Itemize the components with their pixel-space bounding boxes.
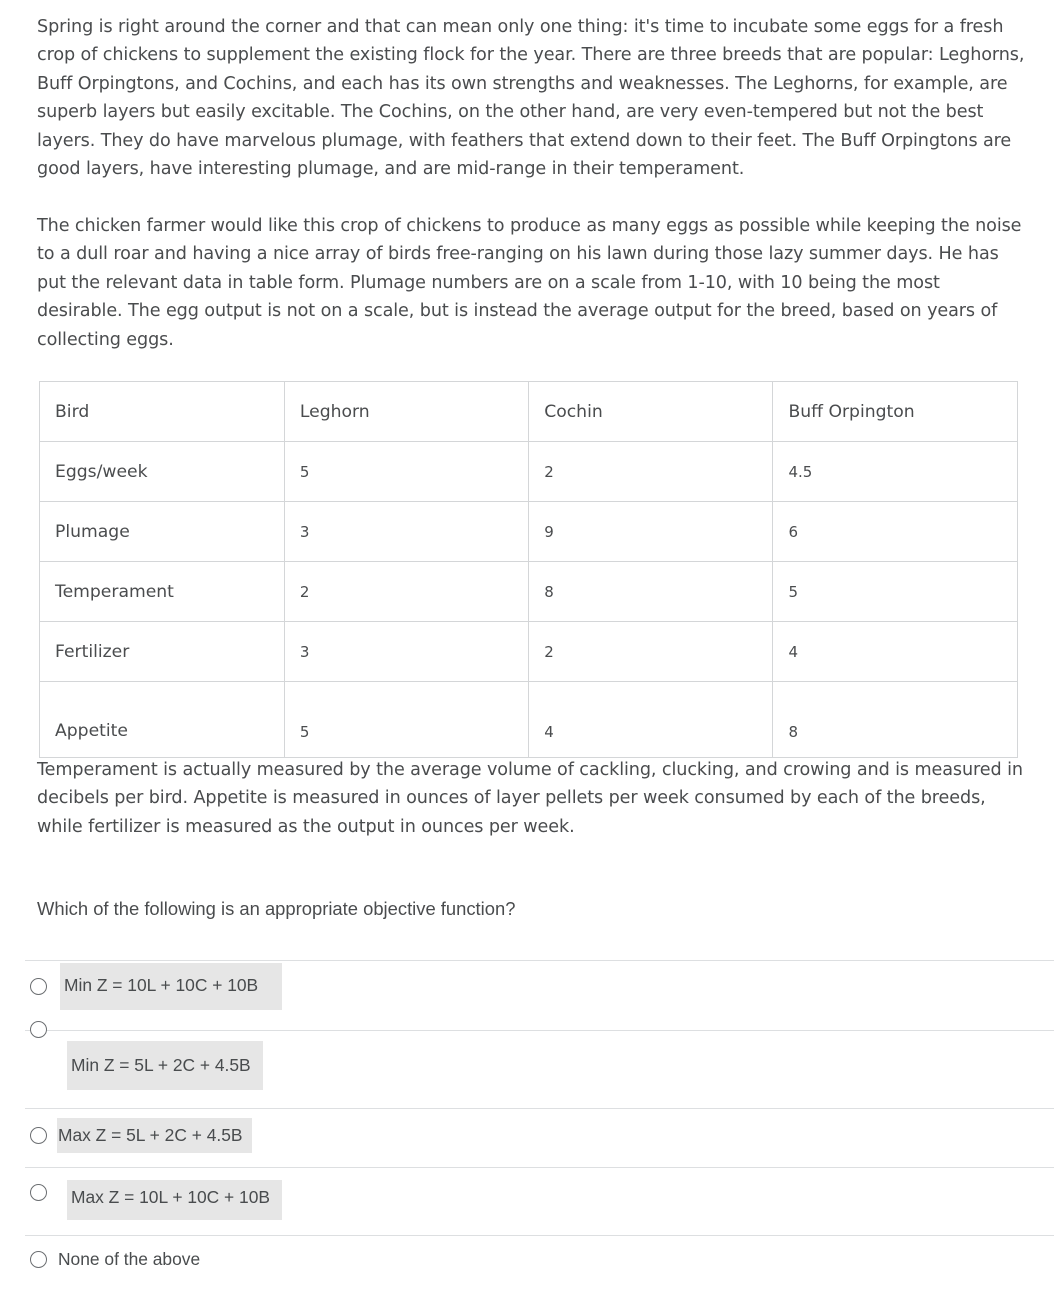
table-cell: 3 xyxy=(284,622,528,682)
option-5[interactable] xyxy=(30,1249,200,1270)
units-note-paragraph: Temperament is actually measured by the average volume of cackling, clucking, and crowing and is measured in decibels per bird. Appetite is measured in ounces of layer pellets per week consumed by each of the breeds, while fertilizer is measured as the output in ounces per week. xyxy=(37,760,1023,837)
table-header-cell: Bird xyxy=(40,382,285,442)
table-cell: 2 xyxy=(284,562,528,622)
option-label[interactable]: Min Z = 5L + 2C + 4.5B xyxy=(67,1041,263,1090)
table-row xyxy=(40,502,1018,562)
table-cell: 4 xyxy=(773,622,1018,682)
option-divider xyxy=(25,1235,1054,1236)
table-row xyxy=(40,562,1018,622)
farmer-paragraph: The chicken farmer would like this crop of chickens to produce as many eggs as possible while keeping the noise to a dull roar and having a nice array of birds free-ranging on his lawn during those lazy summer days. He has put the relevant data in table form. Plumage numbers are on a scale from 1-10, with 10 being the most desirable. The egg output is not on a scale, but is instead the average output for the breed, based on years of collecting eggs. xyxy=(37,216,1022,350)
table-row xyxy=(40,622,1018,682)
table-header-cell: Leghorn xyxy=(284,382,528,442)
option-2[interactable] xyxy=(30,1019,263,1090)
row-label-cell: Fertilizer xyxy=(40,622,285,682)
option-1[interactable] xyxy=(30,963,282,1010)
table-cell: 4.5 xyxy=(773,442,1018,502)
table-cell: 8 xyxy=(773,682,1018,758)
bird-data-table xyxy=(39,381,1018,758)
row-label-cell: Eggs/week xyxy=(40,442,285,502)
table-row xyxy=(40,682,1018,758)
radio-button[interactable] xyxy=(30,1127,47,1144)
table-cell: 8 xyxy=(529,562,773,622)
table-header-row xyxy=(40,382,1018,442)
question-text: Which of the following is an appropriate objective function? xyxy=(37,898,516,919)
table-cell: 9 xyxy=(529,502,773,562)
radio-button[interactable] xyxy=(30,1251,47,1268)
option-label[interactable]: None of the above xyxy=(58,1249,201,1269)
table-cell: 5 xyxy=(284,682,528,758)
radio-button[interactable] xyxy=(30,978,47,995)
option-label[interactable]: Min Z = 10L + 10C + 10B xyxy=(60,963,282,1010)
intro-paragraph: Spring is right around the corner and that can mean only one thing: it's time to incubate some eggs for a fresh crop of chickens to supplement the existing flock for the year. There are three breeds that are popular: Leghorns, Buff Orpingtons, and Cochins, and each has its own strengths and weaknesses. The Leghorns, for example, are superb layers but easily excitable. The Cochins, on the other hand, are very even-tempered but not the best layers. They do have marvelous plumage, with feathers that extend down to their feet. The Buff Orpingtons are good layers, have interesting plumage, and are mid-range in their temperament. xyxy=(37,17,1025,180)
radio-button[interactable] xyxy=(30,1021,47,1038)
table-cell: 2 xyxy=(529,442,773,502)
table-header-cell: Cochin xyxy=(529,382,773,442)
option-divider xyxy=(25,1167,1054,1168)
option-4[interactable] xyxy=(30,1180,282,1220)
option-divider xyxy=(25,1108,1054,1109)
table-cell: 3 xyxy=(284,502,528,562)
radio-button[interactable] xyxy=(30,1184,47,1201)
table-row xyxy=(40,442,1018,502)
option-label[interactable]: Max Z = 5L + 2C + 4.5B xyxy=(57,1118,252,1153)
table-cell: 5 xyxy=(773,562,1018,622)
option-3[interactable] xyxy=(30,1118,252,1153)
table-cell: 2 xyxy=(529,622,773,682)
row-label-cell: Plumage xyxy=(40,502,285,562)
row-label-cell: Appetite xyxy=(40,682,285,758)
table-cell: 5 xyxy=(284,442,528,502)
option-label[interactable]: Max Z = 10L + 10C + 10B xyxy=(67,1180,282,1220)
table-header-cell: Buff Orpington xyxy=(773,382,1018,442)
row-label-cell: Temperament xyxy=(40,562,285,622)
table-cell: 4 xyxy=(529,682,773,758)
option-divider xyxy=(25,960,1054,961)
table-cell: 6 xyxy=(773,502,1018,562)
